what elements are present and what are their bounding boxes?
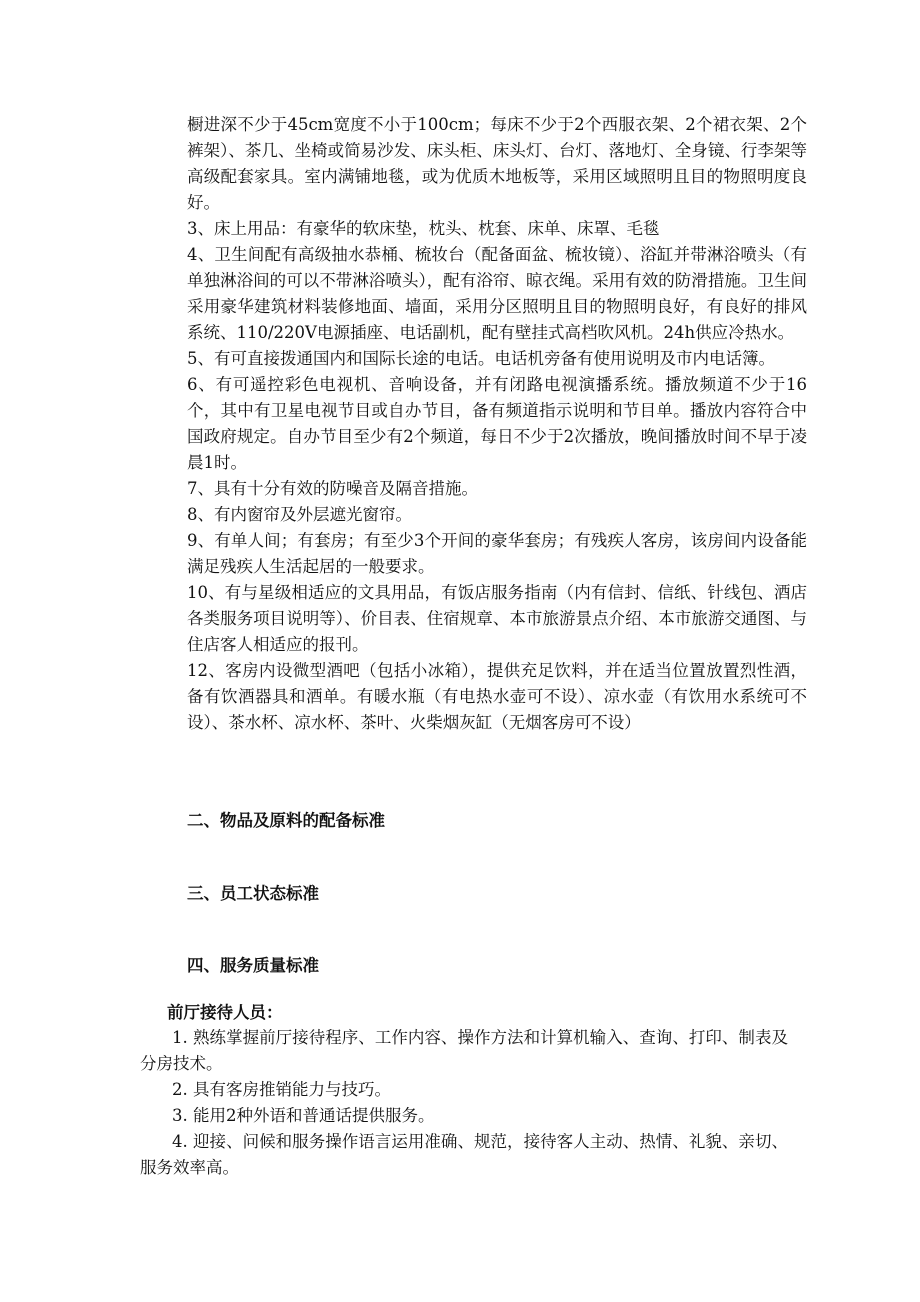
room-item-room-types: 9、有单人间；有套房；有至少3个开间的豪华套房；有残疾人客房，该房间内设备能满足残疾人生活起居的一般要求。 — [187, 531, 807, 576]
heading-materials-standard: 二、物品及原料的配备标准 — [187, 811, 385, 830]
front-desk-requirements — [140, 1025, 788, 1181]
room-item-telephone: 5、有可直接拨通国内和国际长途的电话。电话机旁备有使用说明及市内电话簿。 — [187, 349, 775, 368]
room-item-wardrobe: 橱进深不少于45cm宽度不小于100cm；每床不少于2个西服衣架、2个裙衣架、2个裤架）、茶几、坐椅或简易沙发、床头柜、床头灯、台灯、落地灯、全身镜、行李架等高级配套家具。室内满铺地毯，或为优质木地板等，采用区域照明且目的物照明度良好。 — [187, 115, 807, 212]
room-item-stationery: 10、有与星级相适应的文具用品，有饭店服务指南（内有信封、信纸、针线包、酒店各类服务项目说明等）、价目表、住宿规章、本市旅游景点介绍、本市旅游交通图、与住店客人相适应的报刊。 — [187, 583, 807, 654]
front-desk-item: 3. 能用2种外语和普通话提供服务。 — [172, 1106, 435, 1125]
room-item-minibar: 12、客房内设微型酒吧（包括小冰箱），提供充足饮料，并在适当位置放置烈性酒，备有饮酒器具和酒单。有暖水瓶（有电热水壶可不设）、凉水壶（有饮用水系统可不设）、茶水杯、凉水杯、茶叶、火柴烟灰缸（无烟客房可不设） — [187, 661, 807, 732]
front-desk-item: 1. 熟练掌握前厅接待程序、工作内容、操作方法和计算机输入、查询、打印、制表及分房技术。 — [140, 1028, 788, 1073]
front-desk-title: 前厅接待人员： — [167, 1003, 283, 1022]
room-item-bathroom: 4、卫生间配有高级抽水恭桶、梳妆台（配备面盆、梳妆镜）、浴缸并带淋浴喷头（有单独淋浴间的可以不带淋浴喷头），配有浴帘、晾衣绳。采用有效的防滑措施。卫生间采用豪华建筑材料装修地面、墙面，采用分区照明且目的物照明良好，有良好的排风系统、110/220V电源插座、电话副机，配有壁挂式高档吹风机。24h供应冷热水。 — [187, 245, 807, 342]
room-facilities-list — [187, 112, 807, 736]
front-desk-item: 2. 具有客房推销能力与技巧。 — [172, 1080, 391, 1099]
front-desk-item: 4. 迎接、问候和服务操作语言运用准确、规范，接待客人主动、热情、礼貌、亲切、服务效率高。 — [140, 1132, 788, 1177]
heading-service-standard: 四、服务质量标准 — [187, 956, 319, 975]
room-item-soundproofing: 7、具有十分有效的防噪音及隔音措施。 — [187, 479, 478, 498]
room-item-curtains: 8、有内窗帘及外层遮光窗帘。 — [187, 505, 412, 524]
heading-staff-standard: 三、员工状态标准 — [187, 884, 319, 903]
room-item-bedding: 3、床上用品：有豪华的软床垫，枕头、枕套、床单、床罩、毛毯 — [187, 219, 660, 238]
room-item-television: 6、有可遥控彩色电视机、音响设备，并有闭路电视演播系统。播放频道不少于16个，其中有卫星电视节目或自办节目，备有频道指示说明和节目单。播放内容符合中国政府规定。自办节目至少有2个频道，每日不少于2次播放，晚间播放时间不早于凌晨1时。 — [187, 375, 807, 472]
